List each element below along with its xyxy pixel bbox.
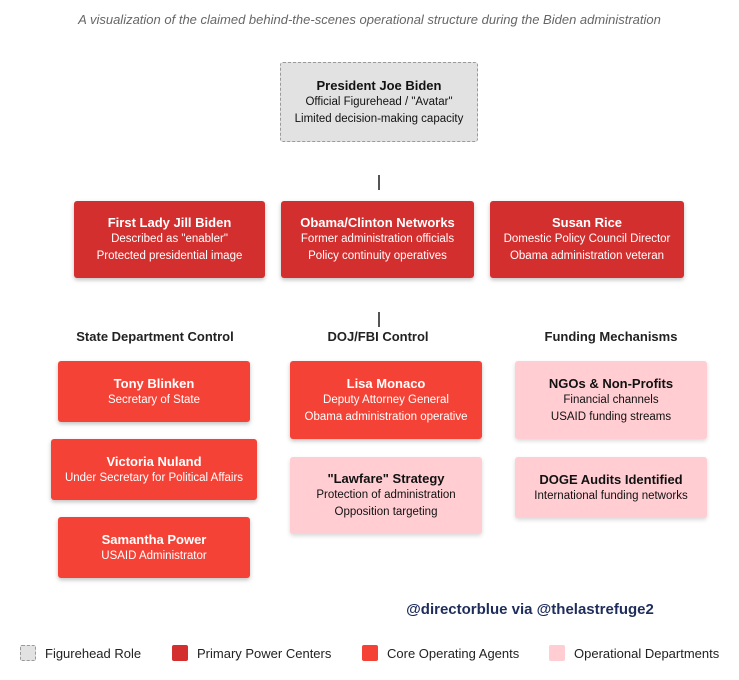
power-center-line: Described as "enabler" bbox=[111, 233, 228, 245]
department-line: Financial channels bbox=[563, 393, 659, 406]
power-center-title: Obama/Clinton Networks bbox=[300, 215, 455, 230]
connector-top bbox=[378, 175, 380, 190]
power-center-susan-rice bbox=[490, 201, 684, 278]
agent-tony-blinken bbox=[58, 361, 250, 422]
legend-item-figurehead bbox=[20, 645, 141, 661]
power-center-line: Policy continuity operatives bbox=[308, 250, 447, 262]
connector-middle bbox=[378, 312, 380, 327]
department-title: "Lawfare" Strategy bbox=[327, 471, 445, 486]
legend-item-operational bbox=[549, 645, 719, 661]
department-lawfare-strategy bbox=[290, 457, 482, 534]
agent-line: Deputy Attorney General bbox=[323, 393, 449, 406]
legend-label: Core Operating Agents bbox=[387, 645, 520, 661]
column-heading-funding: Funding Mechanisms bbox=[544, 329, 678, 344]
agent-line: USAID Administrator bbox=[101, 549, 207, 562]
column-heading-state: State Department Control bbox=[76, 329, 234, 344]
agent-line: Under Secretary for Political Affairs bbox=[64, 471, 244, 484]
legend-swatch bbox=[362, 645, 378, 661]
power-center-title: Susan Rice bbox=[551, 215, 623, 230]
legend-label: Figurehead Role bbox=[45, 645, 142, 661]
president-box bbox=[280, 62, 478, 142]
power-center-line: Obama administration veteran bbox=[509, 250, 665, 262]
column-heading-doj: DOJ/FBI Control bbox=[327, 329, 429, 344]
agent-samantha-power bbox=[58, 517, 250, 578]
agent-title: Lisa Monaco bbox=[346, 375, 426, 391]
power-center-line: Former administration officials bbox=[300, 233, 455, 245]
legend-label: Operational Departments bbox=[574, 645, 720, 661]
department-title: DOGE Audits Identified bbox=[539, 471, 683, 487]
legend-swatch bbox=[172, 645, 188, 661]
department-ngos bbox=[515, 361, 707, 439]
legend-label: Primary Power Centers bbox=[197, 645, 332, 661]
president-title: President Joe Biden bbox=[316, 77, 442, 93]
department-doge-audits bbox=[515, 457, 707, 518]
department-title: NGOs & Non-Profits bbox=[548, 375, 674, 391]
department-line: USAID funding streams bbox=[550, 410, 672, 423]
credit-text: @directorblue via @thelastrefuge2 bbox=[406, 601, 654, 618]
president-line-2: Limited decision-making capacity bbox=[294, 112, 464, 125]
department-line: International funding networks bbox=[534, 489, 688, 502]
power-center-line: Protected presidential image bbox=[96, 250, 243, 262]
agent-line: Secretary of State bbox=[107, 393, 201, 406]
department-line: Protection of administration bbox=[316, 489, 456, 501]
legend-swatch bbox=[549, 645, 565, 661]
power-center-line: Domestic Policy Council Director bbox=[503, 233, 671, 245]
agent-title: Samantha Power bbox=[101, 531, 207, 547]
power-center-title: First Lady Jill Biden bbox=[107, 215, 232, 230]
legend-item-primary bbox=[172, 645, 331, 661]
legend-item-core bbox=[362, 645, 519, 661]
department-line: Opposition targeting bbox=[334, 506, 438, 518]
president-line-1: Official Figurehead / "Avatar" bbox=[305, 95, 453, 108]
power-center-jill-biden bbox=[74, 201, 265, 278]
subtitle: A visualization of the claimed behind-the-scenes operational structure during the Biden administration bbox=[78, 12, 661, 27]
agent-title: Victoria Nuland bbox=[106, 453, 202, 469]
power-center-obama-clinton bbox=[281, 201, 474, 278]
agent-title: Tony Blinken bbox=[113, 375, 195, 391]
agent-line: Obama administration operative bbox=[304, 410, 468, 423]
agent-victoria-nuland bbox=[51, 439, 257, 500]
agent-lisa-monaco bbox=[290, 361, 482, 439]
legend-swatch bbox=[20, 645, 36, 661]
